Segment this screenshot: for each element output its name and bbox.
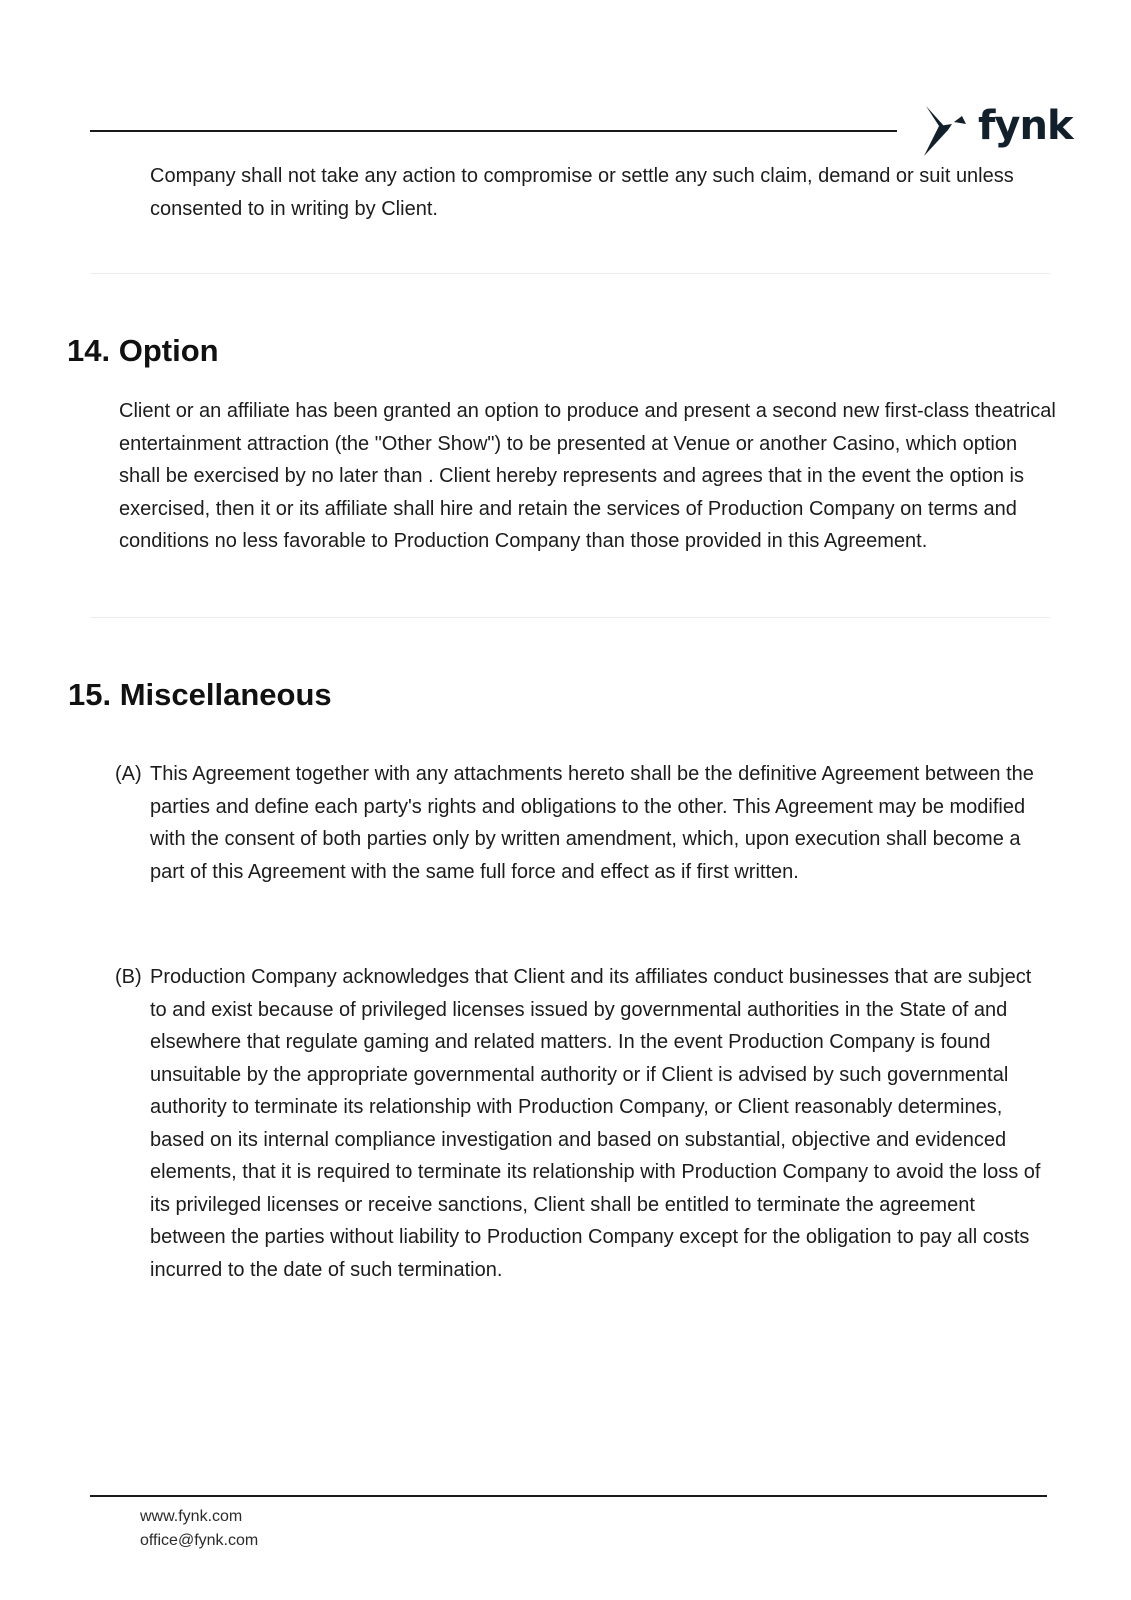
- continuation-paragraph: Company shall not take any action to compromise or settle any such claim, demand or suit unless consented to in writing by Client.: [150, 165, 1014, 220]
- bird-icon: [922, 104, 974, 160]
- clause-marker: (A): [115, 763, 142, 785]
- logo-wordmark: fynk: [978, 103, 1073, 149]
- section-divider: [90, 617, 1050, 618]
- option-paragraph: Client or an affiliate has been granted an option to produce and present a second new first-class theatrical entertainment attraction (the "Other Show") to be presented at Venue or another Casino, which option shall be exercised by no later than . Client hereby represents and agrees that in the event the option is exercised, then it or its affiliate shall hire and retain the services of Production Company on terms and conditions no less favorable to Production Company than those provided in this Agreement.: [119, 400, 1056, 552]
- clause-b: [115, 961, 1050, 1286]
- clause-text: Production Company acknowledges that Client and its affiliates conduct businesses that are subject to and exist because of privileged licenses issued by governmental authorities in the State of and elsewhere that regulate gaming and related matters. In the event Production Company is found unsuitable by the appropriate governmental authority or if Client is advised by such governmental authority to terminate its relationship with Production Company, or Client reasonably determines, based on its internal compliance investigation and based on substantial, objective and evidenced elements, that it is required to terminate its relationship with Production Company to avoid the loss of its privileged licenses or receive sanctions, Client shall be entitled to terminate the agreement between the parties without liability to Production Company except for the obligation to pay all costs incurred to the date of such termination.: [150, 966, 1041, 1281]
- brand-logo: [922, 103, 1073, 160]
- section-heading-option: 14. Option: [67, 333, 219, 368]
- clause-text: This Agreement together with any attachments hereto shall be the definitive Agreement between the parties and define each party's rights and obligations to the other. This Agreement may be modified with the consent of both parties only by written amendment, which, upon execution shall become a part of this Agreement with the same full force and effect as if first written.: [150, 763, 1034, 883]
- header-rule: [90, 130, 897, 132]
- clause-marker: (B): [115, 966, 142, 988]
- section-divider: [90, 273, 1050, 274]
- footer-rule: [90, 1495, 1047, 1497]
- footer-email-link[interactable]: office@fynk.com: [140, 1532, 259, 1549]
- clause-a: [115, 758, 1050, 888]
- footer-website-link[interactable]: www.fynk.com: [140, 1508, 243, 1525]
- section-heading-miscellaneous: 15. Miscellaneous: [68, 677, 332, 712]
